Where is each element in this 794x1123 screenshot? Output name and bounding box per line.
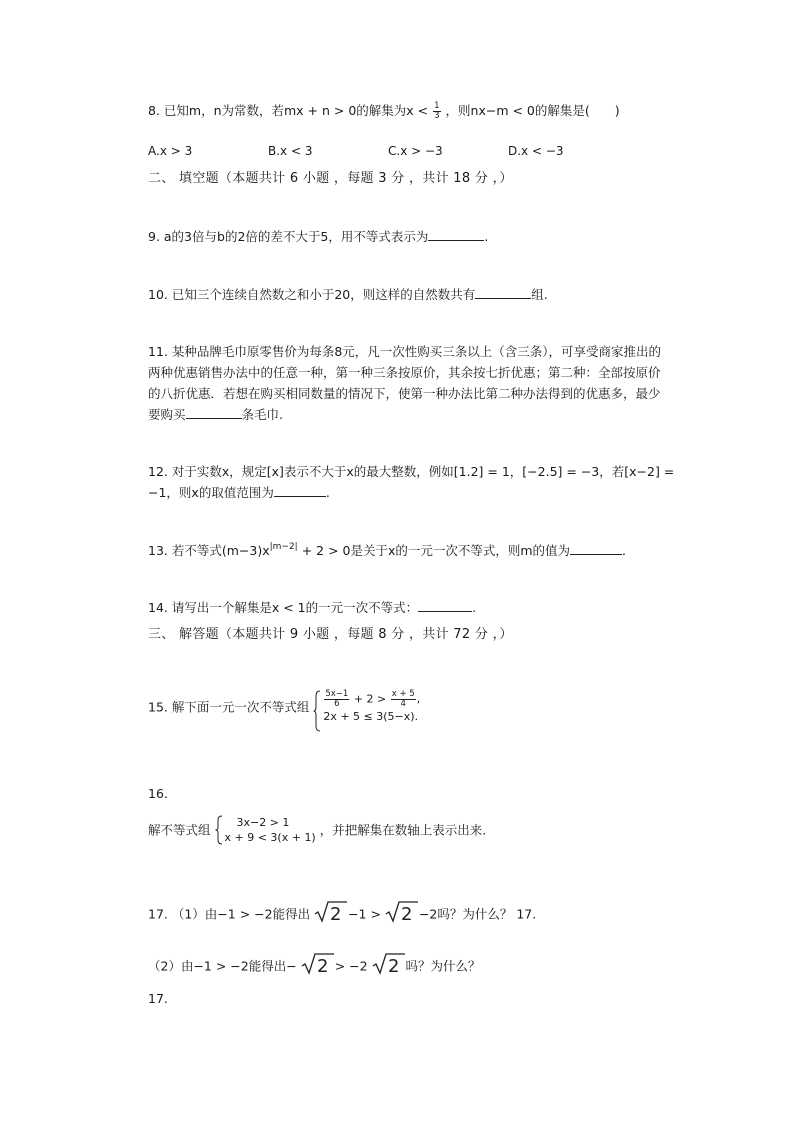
inequality-system [313, 690, 420, 724]
option-a[interactable]: A.x > 3 [148, 144, 193, 158]
answer-blank[interactable] [475, 284, 531, 299]
q17-1-mid: −1 > [348, 906, 381, 922]
fraction [324, 690, 349, 709]
question-17-trailing: 17. [148, 991, 168, 1006]
question-13 [148, 540, 626, 564]
sqrt-symbol-icon [385, 901, 419, 929]
question-12-line1: 12. 对于实数x，规定[x]表示不大于x的最大整数，例如[1.2] = 1，[−2.5] = −3，若[x−2] = [148, 464, 675, 479]
option-c[interactable]: C.x > −3 [388, 144, 443, 158]
sqrt-symbol-icon [314, 901, 348, 929]
frac-numerator: 5x−1 [325, 689, 349, 699]
system-row-2: 2x + 5 ≤ 3(5−x). [323, 710, 419, 723]
q16-prefix: 解不等式组 [148, 822, 211, 838]
frac-numerator: x + 5 [391, 689, 415, 699]
q12-text: −1，则x的取值范围为 [148, 485, 274, 500]
q17-2-prefix: （2）由−1 > −2能得出− [148, 958, 297, 974]
left-brace-icon [215, 815, 223, 845]
q17-2-after: 吗？为什么？ [405, 958, 481, 974]
question-15 [148, 690, 420, 724]
exponent: |m−2| [269, 542, 298, 552]
q14-text: 14. 请写出一个解集是x < 1的一元一次不等式： [148, 600, 419, 615]
q10-text: 10. 已知三个连续自然数之和小于20，则这样的自然数共有 [148, 287, 476, 302]
question-14 [148, 597, 476, 618]
option-b[interactable]: B.x < 3 [268, 144, 313, 158]
system-row-1: 3x−2 > 1 [236, 816, 290, 829]
svg-text:2: 2 [387, 956, 399, 975]
question-17-part-1 [148, 901, 536, 929]
row1-mid: + 2 > [353, 692, 387, 706]
q17-1-after: −2吗？为什么？ 17. [418, 906, 537, 922]
question-12-line2 [148, 482, 330, 503]
q15-prefix: 15. 解下面一元一次不等式组 [148, 699, 310, 715]
question-16-number: 16. [148, 786, 168, 801]
q8-prefix: 8. 已知m，n为常数，若mx + n > 0的解集为x < [148, 103, 429, 118]
svg-text:2: 2 [316, 956, 329, 975]
sqrt-symbol-icon [301, 953, 335, 981]
question-16 [148, 815, 486, 845]
question-9 [148, 226, 488, 247]
q12-end: . [325, 485, 330, 500]
frac-numerator: 1 [434, 101, 440, 111]
answer-blank[interactable] [418, 597, 472, 612]
q9-end: . [484, 229, 489, 244]
svg-text:2: 2 [330, 904, 342, 923]
left-brace-icon [313, 690, 321, 732]
q17-2-mid: > −2 [334, 958, 368, 974]
answer-blank[interactable] [274, 482, 326, 497]
answer-blank[interactable] [428, 226, 484, 241]
q13-middle: + 2 > 0是关于x的一元一次不等式，则m的值为 [297, 543, 571, 558]
frac-denominator: 3 [434, 111, 440, 121]
q10-end: 组. [531, 287, 548, 302]
section-2-heading: 二、 填空题（本题共计 6 小题 ，每题 3 分 ，共计 18 分 ，） [148, 171, 513, 186]
q9-text: 9. a的3倍与b的2倍的差不大于5，用不等式表示为 [148, 229, 429, 244]
inequality-system [215, 815, 316, 845]
question-11 [148, 341, 670, 425]
answer-blank[interactable] [186, 404, 242, 419]
svg-text:2: 2 [400, 904, 413, 923]
system-row-1 [323, 690, 420, 709]
q11-end: 条毛巾. [241, 407, 283, 422]
frac-denominator: 6 [334, 699, 340, 709]
q16-suffix: ，并把解集在数轴上表示出来. [319, 822, 487, 838]
option-d[interactable]: D.x < −3 [508, 144, 564, 158]
q13-end: . [622, 543, 627, 558]
row1-end: , [416, 692, 421, 706]
question-8 [148, 100, 620, 121]
answer-blank[interactable] [570, 540, 622, 555]
q8-suffix: ，则nx−m < 0的解集是( ) [445, 103, 620, 118]
q11-text: 11. 某种品牌毛巾原零售价为每条8元，凡一次性购买三条以上（含三条），可享受商家推出的两种优惠销售办法中的任意一种，第一种三条按原价，其余按七折优惠；第二种：全部按原价的八折优惠．若想在购买相同数量的情况下，使第一种办法比第二种办法得到的优惠多，最少要购买 [148, 344, 662, 422]
q13-prefix: 13. 若不等式(m−3)x [148, 543, 270, 558]
q17-1-prefix: 17. （1）由−1 > −2能得出 [148, 906, 311, 922]
sqrt-symbol-icon [372, 953, 406, 981]
question-17-part-2 [148, 953, 481, 981]
fraction-one-third [433, 102, 440, 121]
question-10 [148, 284, 548, 305]
section-3-heading: 三、 解答题（本题共计 9 小题 ，每题 8 分 ，共计 72 分 ，） [148, 627, 513, 642]
system-row-2: x + 9 < 3(x + 1) [224, 831, 316, 844]
fraction [391, 690, 416, 709]
q14-end: . [472, 600, 477, 615]
frac-denominator: 4 [400, 699, 406, 709]
